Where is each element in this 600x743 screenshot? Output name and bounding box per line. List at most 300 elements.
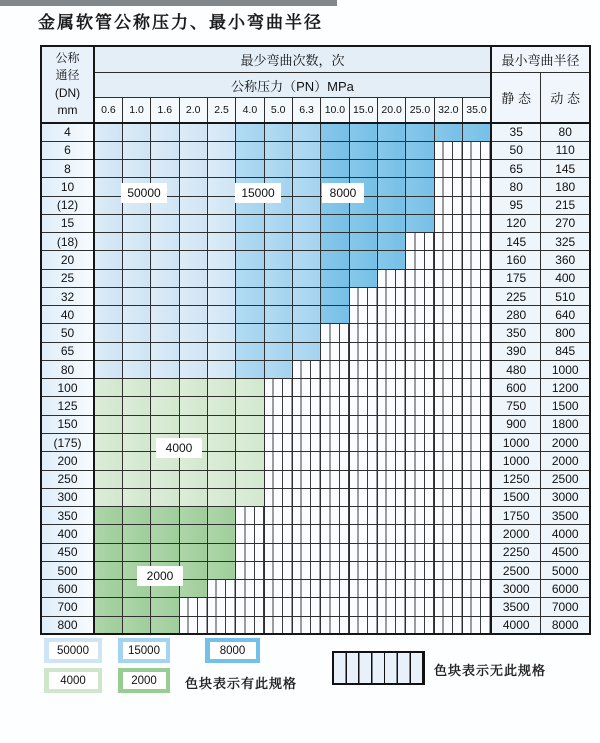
no-spec-cell: [236, 561, 264, 579]
spec-cell: [179, 141, 207, 159]
spec-cell: [151, 360, 179, 378]
spec-cell: [179, 342, 207, 360]
spec-cell: [321, 214, 349, 232]
no-spec-cell: [406, 251, 434, 269]
spec-cell: [236, 287, 264, 305]
spec-cell: [207, 196, 235, 214]
no-spec-cell: [434, 616, 462, 634]
no-spec-cell: [462, 616, 490, 634]
spec-cell: [94, 543, 122, 561]
static-radius-cell: 1750: [491, 507, 541, 525]
no-spec-cell: [264, 580, 292, 598]
dynamic-radius-cell: 3500: [541, 507, 590, 525]
no-spec-cell: [462, 561, 490, 579]
cycle-count-label-50000: 50000: [121, 183, 167, 203]
dn-cell: 125: [41, 397, 94, 415]
spec-cell: [349, 214, 377, 232]
spec-cell: [264, 141, 292, 159]
no-spec-cell: [406, 233, 434, 251]
dynamic-radius-cell: 4500: [541, 543, 590, 561]
spec-cell: [207, 360, 235, 378]
spec-cell: [94, 507, 122, 525]
spec-cell: [292, 269, 320, 287]
dn-cell: 500: [41, 561, 94, 579]
dn-cell: (175): [41, 434, 94, 452]
no-spec-cell: [462, 452, 490, 470]
legend-swatch-value: 8000: [210, 642, 256, 659]
dynamic-radius-cell: 360: [541, 251, 590, 269]
no-spec-cell: [434, 269, 462, 287]
legend-no-spec-swatch: [332, 651, 425, 685]
spec-cell: [236, 160, 264, 178]
spec-cell: [151, 616, 179, 634]
spec-cell: [151, 342, 179, 360]
legend-swatch-15000: [118, 638, 170, 663]
spec-cell: [94, 123, 122, 141]
spec-cell: [207, 397, 235, 415]
no-spec-cell: [406, 342, 434, 360]
legend-swatch-value: 2000: [123, 672, 166, 689]
spec-cell: [349, 160, 377, 178]
spec-cell: [122, 507, 150, 525]
no-spec-cell: [434, 580, 462, 598]
spec-cell: [236, 488, 264, 506]
spec-cell: [321, 287, 349, 305]
no-spec-cell: [207, 616, 235, 634]
no-spec-cell: [236, 525, 264, 543]
corner-line-2: 通径: [55, 68, 80, 83]
no-spec-cell: [434, 287, 462, 305]
spec-cell: [264, 269, 292, 287]
legend-swatch-value: 4000: [49, 672, 98, 689]
no-spec-cell: [434, 452, 462, 470]
spec-cell: [151, 287, 179, 305]
no-spec-cell: [406, 561, 434, 579]
spec-cell: [94, 269, 122, 287]
spec-cell: [94, 397, 122, 415]
page-title: 金属软管公称压力、最小弯曲半径: [38, 13, 323, 33]
no-spec-cell: [292, 360, 320, 378]
no-spec-cell: [236, 580, 264, 598]
dynamic-column-header: 动 态: [541, 73, 590, 124]
spec-cell: [207, 452, 235, 470]
no-spec-cell: [462, 160, 490, 178]
spec-table-wrap: [40, 45, 590, 633]
pressure-col-header-2.0: 2.0: [179, 98, 207, 124]
no-spec-cell: [462, 397, 490, 415]
pressure-col-header-35.0: 35.0: [462, 98, 490, 124]
spec-cell: [122, 543, 150, 561]
no-spec-cell: [321, 507, 349, 525]
spec-cell: [179, 360, 207, 378]
no-spec-cell: [406, 616, 434, 634]
dynamic-radius-cell: 4000: [541, 525, 590, 543]
spec-cell: [292, 251, 320, 269]
dn-cell: (18): [41, 233, 94, 251]
no-spec-cell: [179, 598, 207, 616]
static-radius-cell: 65: [491, 160, 541, 178]
no-spec-cell: [462, 196, 490, 214]
spec-cell: [94, 488, 122, 506]
dn-cell: 200: [41, 452, 94, 470]
spec-cell: [292, 342, 320, 360]
no-spec-cell: [349, 287, 377, 305]
no-spec-cell: [236, 543, 264, 561]
legend-swatch-4000: [44, 668, 102, 693]
spec-cell: [179, 488, 207, 506]
table-row-dn-8: [41, 160, 590, 178]
spec-cell: [349, 141, 377, 159]
spec-cell: [321, 141, 349, 159]
no-spec-cell: [321, 543, 349, 561]
spec-cell: [349, 269, 377, 287]
spec-cell: [349, 251, 377, 269]
spec-cell: [122, 470, 150, 488]
spec-cell: [377, 251, 405, 269]
spec-cell: [122, 397, 150, 415]
no-spec-cell: [349, 561, 377, 579]
spec-cell: [236, 214, 264, 232]
no-spec-cell: [406, 543, 434, 561]
static-radius-cell: 2500: [491, 561, 541, 579]
table-row-dn-15: [41, 214, 590, 232]
static-radius-cell: 480: [491, 360, 541, 378]
corner-header-dn: [41, 46, 94, 123]
dn-cell: 50: [41, 324, 94, 342]
no-spec-cell: [264, 488, 292, 506]
pressure-col-header-32.0: 32.0: [434, 98, 462, 124]
spec-cell: [94, 287, 122, 305]
dynamic-radius-cell: 8000: [541, 616, 590, 634]
no-spec-cell: [349, 342, 377, 360]
spec-cell: [207, 525, 235, 543]
no-spec-cell: [349, 488, 377, 506]
spec-cell: [207, 178, 235, 196]
no-spec-cell: [321, 470, 349, 488]
spec-cell: [179, 561, 207, 579]
no-spec-cell: [321, 379, 349, 397]
spec-cell: [179, 287, 207, 305]
spec-cell: [179, 269, 207, 287]
spec-cell: [122, 525, 150, 543]
dynamic-radius-cell: 145: [541, 160, 590, 178]
dynamic-radius-cell: 640: [541, 306, 590, 324]
spec-cell: [236, 360, 264, 378]
table-row-dn-800: [41, 616, 590, 634]
spec-cell: [264, 287, 292, 305]
spec-cell: [207, 141, 235, 159]
spec-cell: [264, 214, 292, 232]
corner-line-3: (DN): [54, 85, 81, 100]
no-spec-cell: [264, 616, 292, 634]
static-radius-cell: 35: [491, 123, 541, 141]
spec-cell: [292, 123, 320, 141]
dn-cell: 600: [41, 580, 94, 598]
spec-cell: [122, 233, 150, 251]
static-radius-cell: 3500: [491, 598, 541, 616]
no-spec-cell: [462, 233, 490, 251]
spec-cell: [377, 196, 405, 214]
spec-cell: [179, 324, 207, 342]
spec-cell: [94, 214, 122, 232]
spec-cell: [94, 160, 122, 178]
no-spec-cell: [462, 306, 490, 324]
no-spec-cell: [406, 434, 434, 452]
dynamic-radius-cell: 80: [541, 123, 590, 141]
no-spec-cell: [434, 324, 462, 342]
spec-cell: [236, 141, 264, 159]
no-spec-cell: [406, 415, 434, 433]
table-row-dn-400: [41, 525, 590, 543]
no-spec-cell: [462, 251, 490, 269]
spec-cell: [151, 324, 179, 342]
spec-cell: [264, 160, 292, 178]
spec-cell: [122, 415, 150, 433]
spec-cell: [122, 214, 150, 232]
no-spec-cell: [321, 415, 349, 433]
spec-cell: [179, 543, 207, 561]
spec-cell: [94, 178, 122, 196]
spec-cell: [377, 160, 405, 178]
spec-cell: [122, 434, 150, 452]
table-row-dn-40: [41, 306, 590, 324]
spec-cell: [207, 470, 235, 488]
static-radius-cell: 750: [491, 397, 541, 415]
spec-cell: [179, 178, 207, 196]
dynamic-radius-cell: 1800: [541, 415, 590, 433]
spec-cell: [321, 269, 349, 287]
static-radius-cell: 2000: [491, 525, 541, 543]
no-spec-cell: [377, 543, 405, 561]
no-spec-cell: [462, 434, 490, 452]
table-row-dn-32: [41, 287, 590, 305]
no-spec-cell: [406, 306, 434, 324]
spec-cell: [94, 452, 122, 470]
spec-cell: [264, 123, 292, 141]
spec-cell: [94, 415, 122, 433]
spec-cell: [122, 123, 150, 141]
dynamic-radius-cell: 800: [541, 324, 590, 342]
dynamic-radius-cell: 2500: [541, 470, 590, 488]
dynamic-radius-cell: 1200: [541, 379, 590, 397]
spec-cell: [151, 233, 179, 251]
spec-cell: [207, 269, 235, 287]
spec-cell: [434, 123, 462, 141]
no-spec-cell: [321, 342, 349, 360]
spec-cell: [122, 269, 150, 287]
table-row-dn-300: [41, 488, 590, 506]
spec-cell: [292, 196, 320, 214]
spec-cell: [406, 196, 434, 214]
spec-cell: [122, 342, 150, 360]
table-row-dn-25: [41, 269, 590, 287]
no-spec-cell: [349, 507, 377, 525]
dn-cell: 300: [41, 488, 94, 506]
spec-cell: [207, 306, 235, 324]
no-spec-cell: [292, 488, 320, 506]
no-spec-cell: [264, 525, 292, 543]
no-spec-cell: [434, 196, 462, 214]
spec-cell: [179, 251, 207, 269]
dynamic-radius-cell: 1000: [541, 360, 590, 378]
dn-cell: 100: [41, 379, 94, 397]
no-spec-cell: [264, 561, 292, 579]
spec-cell: [122, 287, 150, 305]
spec-cell: [377, 233, 405, 251]
table-row-dn-350: [41, 507, 590, 525]
pressure-col-header-2.5: 2.5: [207, 98, 235, 124]
no-spec-cell: [462, 324, 490, 342]
no-spec-cell: [264, 543, 292, 561]
spec-cell: [207, 415, 235, 433]
spec-cell: [207, 543, 235, 561]
static-radius-cell: 1000: [491, 434, 541, 452]
scan-top-strip: [0, 0, 337, 6]
no-spec-cell: [462, 543, 490, 561]
no-spec-cell: [264, 507, 292, 525]
no-spec-cell: [264, 379, 292, 397]
spec-cell: [94, 561, 122, 579]
spec-cell: [179, 397, 207, 415]
table-row-dn-80: [41, 360, 590, 378]
spec-cell: [377, 178, 405, 196]
dn-cell: 700: [41, 598, 94, 616]
legend-swatch-50000: [44, 638, 102, 663]
dn-cell: 6: [41, 141, 94, 159]
no-spec-cell: [462, 287, 490, 305]
pressure-col-header-6.3: 6.3: [292, 98, 320, 124]
spec-cell: [179, 470, 207, 488]
no-spec-cell: [434, 178, 462, 196]
no-spec-cell: [321, 488, 349, 506]
no-spec-cell: [434, 543, 462, 561]
spec-cell: [122, 160, 150, 178]
no-spec-cell: [377, 324, 405, 342]
spec-cell: [236, 452, 264, 470]
spec-cell: [94, 196, 122, 214]
pressure-col-header-20.0: 20.0: [377, 98, 405, 124]
dynamic-radius-cell: 215: [541, 196, 590, 214]
spec-cell: [292, 324, 320, 342]
no-spec-cell: [462, 342, 490, 360]
no-spec-cell: [406, 452, 434, 470]
dn-cell: 150: [41, 415, 94, 433]
no-spec-cell: [434, 561, 462, 579]
spec-table: [40, 45, 591, 635]
spec-cell: [122, 251, 150, 269]
table-row-dn-4: [41, 123, 590, 141]
no-spec-cell: [462, 598, 490, 616]
spec-cell: [179, 123, 207, 141]
spec-cell: [179, 160, 207, 178]
static-radius-cell: 350: [491, 324, 541, 342]
dn-cell: 800: [41, 616, 94, 634]
spec-cell: [207, 233, 235, 251]
no-spec-cell: [349, 324, 377, 342]
spec-cell: [94, 580, 122, 598]
spec-cell: [179, 196, 207, 214]
legend-swatch-2000: [118, 668, 170, 693]
no-spec-cell: [321, 360, 349, 378]
spec-cell: [207, 342, 235, 360]
no-spec-cell: [292, 415, 320, 433]
spec-cell: [94, 434, 122, 452]
pressure-col-header-5.0: 5.0: [264, 98, 292, 124]
no-spec-cell: [377, 598, 405, 616]
no-spec-cell: [292, 580, 320, 598]
spec-cell: [207, 324, 235, 342]
spec-cell: [151, 269, 179, 287]
spec-cell: [151, 141, 179, 159]
no-spec-cell: [349, 525, 377, 543]
spec-cell: [94, 141, 122, 159]
spec-cell: [264, 233, 292, 251]
spec-cell: [122, 306, 150, 324]
spec-cell: [236, 306, 264, 324]
no-spec-cell: [377, 561, 405, 579]
no-spec-cell: [377, 342, 405, 360]
dynamic-radius-cell: 180: [541, 178, 590, 196]
no-spec-cell: [462, 415, 490, 433]
dn-cell: 25: [41, 269, 94, 287]
spec-cell: [151, 470, 179, 488]
no-spec-cell: [434, 342, 462, 360]
dynamic-radius-cell: 110: [541, 141, 590, 159]
no-spec-cell: [292, 452, 320, 470]
table-row-dn-20: [41, 251, 590, 269]
spec-cell: [151, 488, 179, 506]
spec-cell: [236, 123, 264, 141]
spec-cell: [236, 233, 264, 251]
no-spec-cell: [406, 488, 434, 506]
spec-cell: [406, 123, 434, 141]
no-spec-cell: [377, 397, 405, 415]
dn-cell: 350: [41, 507, 94, 525]
no-spec-cell: [406, 507, 434, 525]
dynamic-radius-cell: 3000: [541, 488, 590, 506]
spec-cell: [94, 306, 122, 324]
spec-cell: [349, 233, 377, 251]
no-spec-cell: [434, 598, 462, 616]
spec-cell: [94, 360, 122, 378]
no-spec-cell: [462, 379, 490, 397]
no-spec-cell: [264, 452, 292, 470]
no-spec-cell: [406, 598, 434, 616]
no-spec-cell: [292, 598, 320, 616]
spec-cell: [236, 415, 264, 433]
no-spec-cell: [377, 269, 405, 287]
spec-cell: [207, 251, 235, 269]
spec-cell: [207, 434, 235, 452]
no-spec-cell: [462, 178, 490, 196]
spec-cell: [179, 525, 207, 543]
no-spec-cell: [349, 543, 377, 561]
dynamic-radius-cell: 2000: [541, 452, 590, 470]
spec-cell: [151, 598, 179, 616]
no-spec-cell: [377, 434, 405, 452]
pressure-col-header-25.0: 25.0: [406, 98, 434, 124]
dynamic-radius-cell: 6000: [541, 580, 590, 598]
spec-cell: [207, 123, 235, 141]
no-spec-cell: [207, 580, 235, 598]
static-radius-cell: 160: [491, 251, 541, 269]
no-spec-cell: [462, 141, 490, 159]
dynamic-radius-cell: 845: [541, 342, 590, 360]
no-spec-cell: [406, 397, 434, 415]
legend-swatch-value: 15000: [123, 642, 166, 659]
no-spec-cell: [349, 379, 377, 397]
no-spec-cell: [462, 488, 490, 506]
